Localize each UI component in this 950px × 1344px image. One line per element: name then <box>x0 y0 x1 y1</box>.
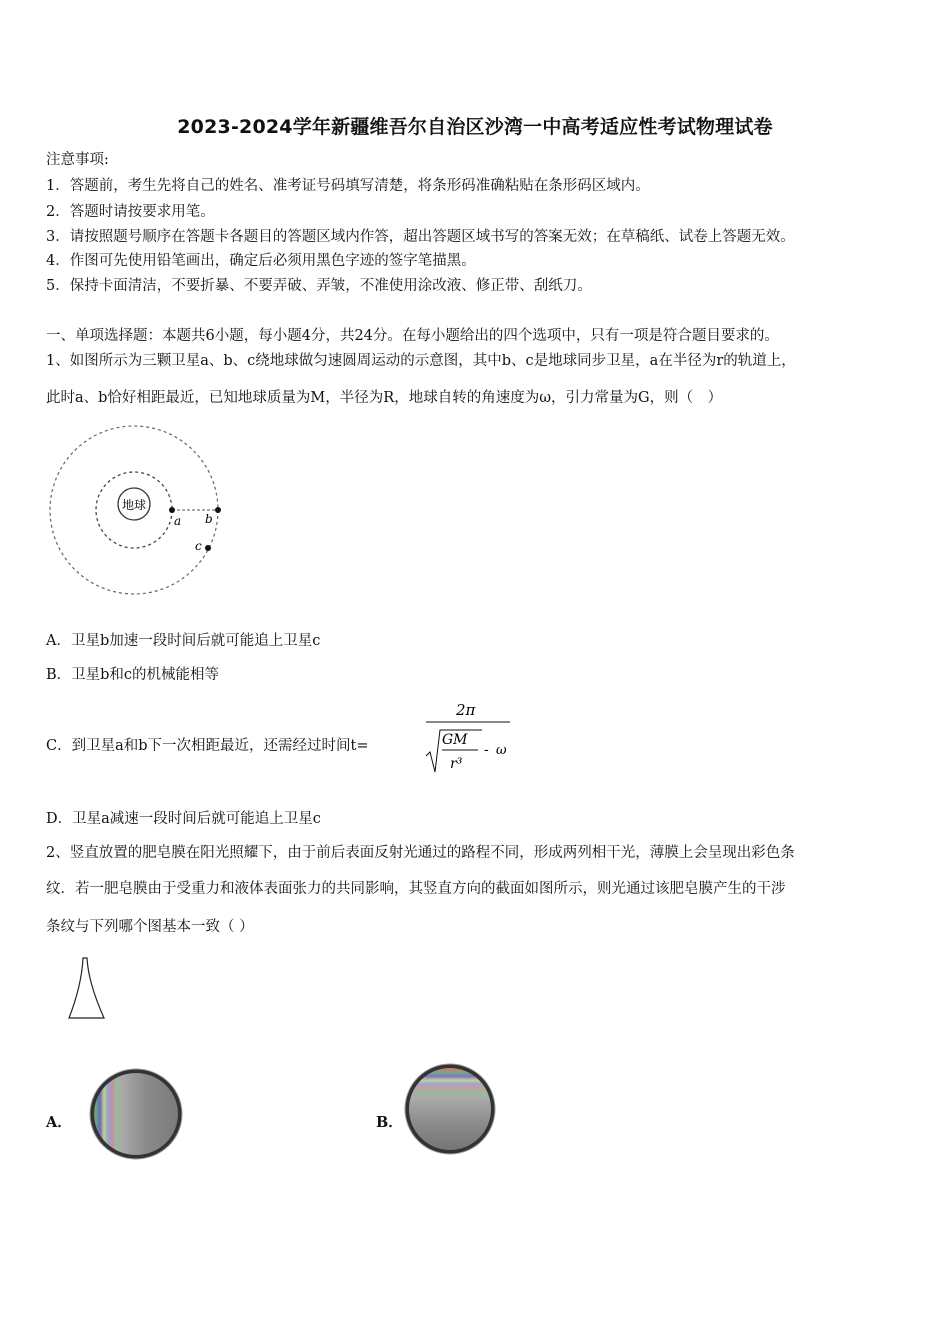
formula-gm: GM <box>442 732 468 748</box>
satellite-a <box>169 507 175 513</box>
earth-label: 地球 <box>122 498 147 512</box>
question-2-line-1: 2、竖直放置的肥皂膜在阳光照耀下，由于前后表面反射光通过的路程不同，形成两列相干光，薄膜上会呈现出彩色条 <box>46 845 795 861</box>
question-1-line-1: 1、如图所示为三颗卫星a、b、c绕地球做匀速圆周运动的示意图，其中b、c是地球同步卫星，a在半径为r的轨道上， <box>46 353 796 369</box>
q1-option-a: A．卫星b加速一段时间后就可能追上卫星c <box>46 633 321 649</box>
notice-item-1: 1．答题前，考生先将自己的姓名、准考证号码填写清楚，将条形码准确粘贴在条形码区域内。 <box>46 178 650 194</box>
label-b: b <box>205 512 213 526</box>
q1-option-b: B．卫星b和c的机械能相等 <box>46 667 220 683</box>
question-2-line-2: 纹．若一肥皂膜由于受重力和液体表面张力的共同影响，其竖直方向的截面如图所示，则光通过该肥皂膜产生的干涉 <box>46 881 786 897</box>
interference-image-a <box>86 1067 186 1161</box>
interference-image-b <box>402 1061 498 1157</box>
q2-option-a-label: A． <box>46 1114 72 1131</box>
formula-r3: r³ <box>450 756 463 772</box>
satellite-b <box>215 507 221 513</box>
orbit-diagram <box>46 424 226 599</box>
section-heading: 一、单项选择题：本题共6小题，每小题4分，共24分。在每小题给出的四个选项中，只有一项是符合题目要求的。 <box>46 328 779 344</box>
page-title: 2023-2024学年新疆维吾尔自治区沙湾一中高考适应性考试物理试卷 <box>177 116 773 138</box>
formula-numerator: 2π <box>456 701 476 719</box>
formula-minus: - <box>484 742 489 758</box>
label-c: c <box>195 539 202 553</box>
formula-omega: ω <box>496 743 507 758</box>
satellite-c <box>205 545 211 551</box>
q1-option-d: D．卫星a减速一段时间后就可能追上卫星c <box>46 811 321 827</box>
notice-item-3: 3．请按照题号顺序在答题卡各题目的答题区域内作答，超出答题区域书写的答案无效；在草稿纸、试卷上答题无效。 <box>46 229 795 245</box>
q1-option-c: C．到卫星a和b下一次相距最近，还需经过时间t= <box>46 738 369 754</box>
label-a: a <box>174 514 182 528</box>
notice-item-5: 5．保持卡面清洁，不要折暴、不要弄破、弄皱，不准使用涂改液、修正带、刮纸刀。 <box>46 278 592 294</box>
q2-option-b-label: B． <box>376 1114 403 1131</box>
notice-item-2: 2．答题时请按要求用笔。 <box>46 204 215 220</box>
question-2-line-3: 条纹与下列哪个图基本一致（ ） <box>46 919 254 935</box>
notice-item-4: 4．作图可先使用铅笔画出，确定后必须用黑色字迹的签字笔描黑。 <box>46 253 476 269</box>
notice-heading: 注意事项: <box>46 152 109 168</box>
question-1-line-2: 此时a、b恰好相距最近，已知地球质量为M，半径为R，地球自转的角速度为ω，引力常量为G，则（ ） <box>46 390 723 406</box>
soap-film-cross-section <box>64 956 108 1022</box>
formula-t <box>416 700 536 780</box>
